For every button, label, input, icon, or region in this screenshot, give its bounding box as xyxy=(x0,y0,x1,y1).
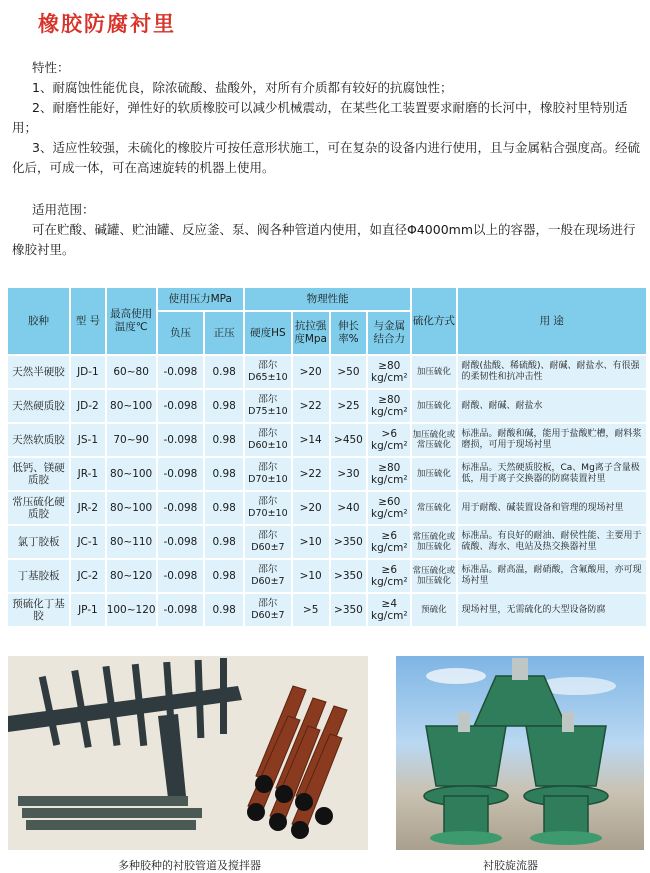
feature-item: 3、适应性较强，未硫化的橡胶片可按任意形状施工，可在复杂的设备内进行使用，且与金属粘合强度高。经硫化后，可成一体，可在高速旋转的机器上使用。 xyxy=(12,140,640,175)
cell-model: JC-2 xyxy=(71,560,105,592)
cell-temp: 80~120 xyxy=(107,560,156,592)
cell-type: 常压硫化硬质胶 xyxy=(8,492,69,524)
cell-cure: 加压硫化或常压硫化 xyxy=(412,424,455,456)
cell-cure: 常压硫化 xyxy=(412,492,455,524)
page-title: 橡胶防腐衬里 xyxy=(38,12,176,36)
cell-tensile: >22 xyxy=(293,458,329,490)
cell-cure: 常压硫化或加压硫化 xyxy=(412,526,455,558)
cell-bond: ≥60 kg/cm² xyxy=(368,492,410,524)
cell-hardness: 邵尔D60±7 xyxy=(245,560,291,592)
cell-positive: 0.98 xyxy=(205,492,243,524)
cell-temp: 80~110 xyxy=(107,526,156,558)
cell-negative: -0.098 xyxy=(158,526,204,558)
cell-model: JD-2 xyxy=(71,390,105,422)
cell-temp: 80~100 xyxy=(107,492,156,524)
header-physical: 物理性能 xyxy=(245,288,410,310)
header-max-temp: 最高使用温度℃ xyxy=(107,288,156,354)
table-row xyxy=(8,560,646,592)
cell-elongation: >40 xyxy=(331,492,367,524)
cell-model: JR-2 xyxy=(71,492,105,524)
cell-temp: 80~100 xyxy=(107,458,156,490)
cell-hardness: 邵尔D60±7 xyxy=(245,526,291,558)
lined-cyclone-photo xyxy=(396,656,644,850)
cell-cure: 加压硫化 xyxy=(412,356,455,388)
cell-elongation: >350 xyxy=(331,594,367,626)
cell-tensile: >20 xyxy=(293,492,329,524)
cell-bond: >6 kg/cm² xyxy=(368,424,410,456)
cell-model: JD-1 xyxy=(71,356,105,388)
header-type: 胶种 xyxy=(8,288,69,354)
cell-hardness: 邵尔D60±10 xyxy=(245,424,291,456)
cell-cure: 常压硫化或加压硫化 xyxy=(412,560,455,592)
cell-model: JR-1 xyxy=(71,458,105,490)
header-cure: 硫化方式 xyxy=(412,288,455,354)
cell-tensile: >20 xyxy=(293,356,329,388)
caption-pipes: 多种胶种的衬胶管道及搅拌器 xyxy=(118,859,261,872)
cell-type: 天然软质胶 xyxy=(8,424,69,456)
cell-type: 丁基胶板 xyxy=(8,560,69,592)
cell-bond: ≥4 kg/cm² xyxy=(368,594,410,626)
cell-positive: 0.98 xyxy=(205,458,243,490)
cell-elongation: >350 xyxy=(331,526,367,558)
cell-cure: 加压硫化 xyxy=(412,390,455,422)
cell-use: 标准品。有良好的耐油、耐侯性能、主要用于硫酸、海水、电站及热交换器衬里 xyxy=(458,526,647,558)
table-row xyxy=(8,356,646,388)
cell-negative: -0.098 xyxy=(158,356,204,388)
cell-bond: ≥6 kg/cm² xyxy=(368,526,410,558)
cell-temp: 70~90 xyxy=(107,424,156,456)
cell-cure: 加压硫化 xyxy=(412,458,455,490)
cell-positive: 0.98 xyxy=(205,594,243,626)
header-hardness: 硬度HS xyxy=(245,312,291,354)
cell-model: JP-1 xyxy=(71,594,105,626)
header-model: 型 号 xyxy=(71,288,105,354)
cell-hardness: 邵尔D65±10 xyxy=(245,356,291,388)
scope-heading: 适用范围： xyxy=(32,202,95,217)
cell-positive: 0.98 xyxy=(205,356,243,388)
cell-type: 低钙、镁硬质胶 xyxy=(8,458,69,490)
cell-hardness: 邵尔D70±10 xyxy=(245,492,291,524)
cell-tensile: >10 xyxy=(293,526,329,558)
cell-model: JS-1 xyxy=(71,424,105,456)
cell-temp: 60~80 xyxy=(107,356,156,388)
cell-elongation: >25 xyxy=(331,390,367,422)
cell-elongation: >350 xyxy=(331,560,367,592)
table-row xyxy=(8,594,646,626)
cell-bond: ≥80 kg/cm² xyxy=(368,356,410,388)
header-tensile: 抗拉强度Mpa xyxy=(293,312,329,354)
cell-model: JC-1 xyxy=(71,526,105,558)
header-bond: 与金属结合力 xyxy=(368,312,410,354)
cell-positive: 0.98 xyxy=(205,526,243,558)
cell-elongation: >50 xyxy=(331,356,367,388)
table-row xyxy=(8,526,646,558)
cell-negative: -0.098 xyxy=(158,492,204,524)
features-heading: 特性： xyxy=(32,60,70,75)
cell-bond: ≥6 kg/cm² xyxy=(368,560,410,592)
table-row xyxy=(8,458,646,490)
feature-item: 2、耐磨性能好，弹性好的软质橡胶可以减少机械震动，在某些化工装置要求耐磨的长河中，橡胶衬里特别适用； xyxy=(12,100,628,135)
header-elongation: 伸长率% xyxy=(331,312,367,354)
cell-negative: -0.098 xyxy=(158,560,204,592)
cell-hardness: 邵尔D70±10 xyxy=(245,458,291,490)
cell-elongation: >450 xyxy=(331,424,367,456)
spec-table xyxy=(6,286,648,628)
cell-negative: -0.098 xyxy=(158,424,204,456)
cell-hardness: 邵尔D60±7 xyxy=(245,594,291,626)
cell-hardness: 邵尔D75±10 xyxy=(245,390,291,422)
cell-negative: -0.098 xyxy=(158,594,204,626)
cell-temp: 80~100 xyxy=(107,390,156,422)
header-use: 用 途 xyxy=(458,288,647,354)
cell-cure: 预硫化 xyxy=(412,594,455,626)
cell-temp: 100~120 xyxy=(107,594,156,626)
cell-use: 现场衬里，无需硫化的大型设备防腐 xyxy=(458,594,647,626)
cell-bond: ≥80 kg/cm² xyxy=(368,458,410,490)
table-row xyxy=(8,390,646,422)
cell-positive: 0.98 xyxy=(205,424,243,456)
cell-type: 天然硬质胶 xyxy=(8,390,69,422)
header-positive: 正压 xyxy=(205,312,243,354)
cell-bond: ≥80 kg/cm² xyxy=(368,390,410,422)
feature-item: 1、耐腐蚀性能优良，除浓硫酸、盐酸外，对所有介质都有较好的抗腐蚀性； xyxy=(32,80,453,95)
table-row xyxy=(8,492,646,524)
lined-pipes-photo xyxy=(8,656,368,850)
cell-tensile: >5 xyxy=(293,594,329,626)
cell-type: 氯丁胶板 xyxy=(8,526,69,558)
cell-use: 标准品。耐酸和碱，能用于盐酸贮槽，耐料浆磨损，可用于现场衬里 xyxy=(458,424,647,456)
header-negative: 负压 xyxy=(158,312,204,354)
cell-use: 标准品。耐高温，耐硝酸，含氟酸用，亦可现场衬里 xyxy=(458,560,647,592)
cell-positive: 0.98 xyxy=(205,560,243,592)
table-row xyxy=(8,424,646,456)
cell-use: 用于耐酸、碱装置设备和管理的现场衬里 xyxy=(458,492,647,524)
cell-use: 耐酸、耐碱、耐盐水 xyxy=(458,390,647,422)
cell-positive: 0.98 xyxy=(205,390,243,422)
cell-use: 标准品。天然硬质胶板，Ca、Mg离子含量极低，用于离子交换器的防腐装置衬里 xyxy=(458,458,647,490)
cell-tensile: >14 xyxy=(293,424,329,456)
cell-use: 耐酸(盐酸、稀硫酸)、耐碱、耐盐水、有很强的柔韧性和抗冲击性 xyxy=(458,356,647,388)
cell-tensile: >10 xyxy=(293,560,329,592)
cell-type: 天然半硬胶 xyxy=(8,356,69,388)
cell-negative: -0.098 xyxy=(158,458,204,490)
cell-type: 预硫化丁基胶 xyxy=(8,594,69,626)
cell-tensile: >22 xyxy=(293,390,329,422)
header-pressure: 使用压力MPa xyxy=(158,288,243,310)
cell-negative: -0.098 xyxy=(158,390,204,422)
cell-elongation: >30 xyxy=(331,458,367,490)
caption-cyclone: 衬胶旋流器 xyxy=(483,859,538,872)
scope-text: 可在贮酸、碱罐、贮油罐、反应釜、泵、阀各种管道内使用，如直径Φ4000mm以上的容器，一般在现场进行橡胶衬里。 xyxy=(12,222,636,257)
